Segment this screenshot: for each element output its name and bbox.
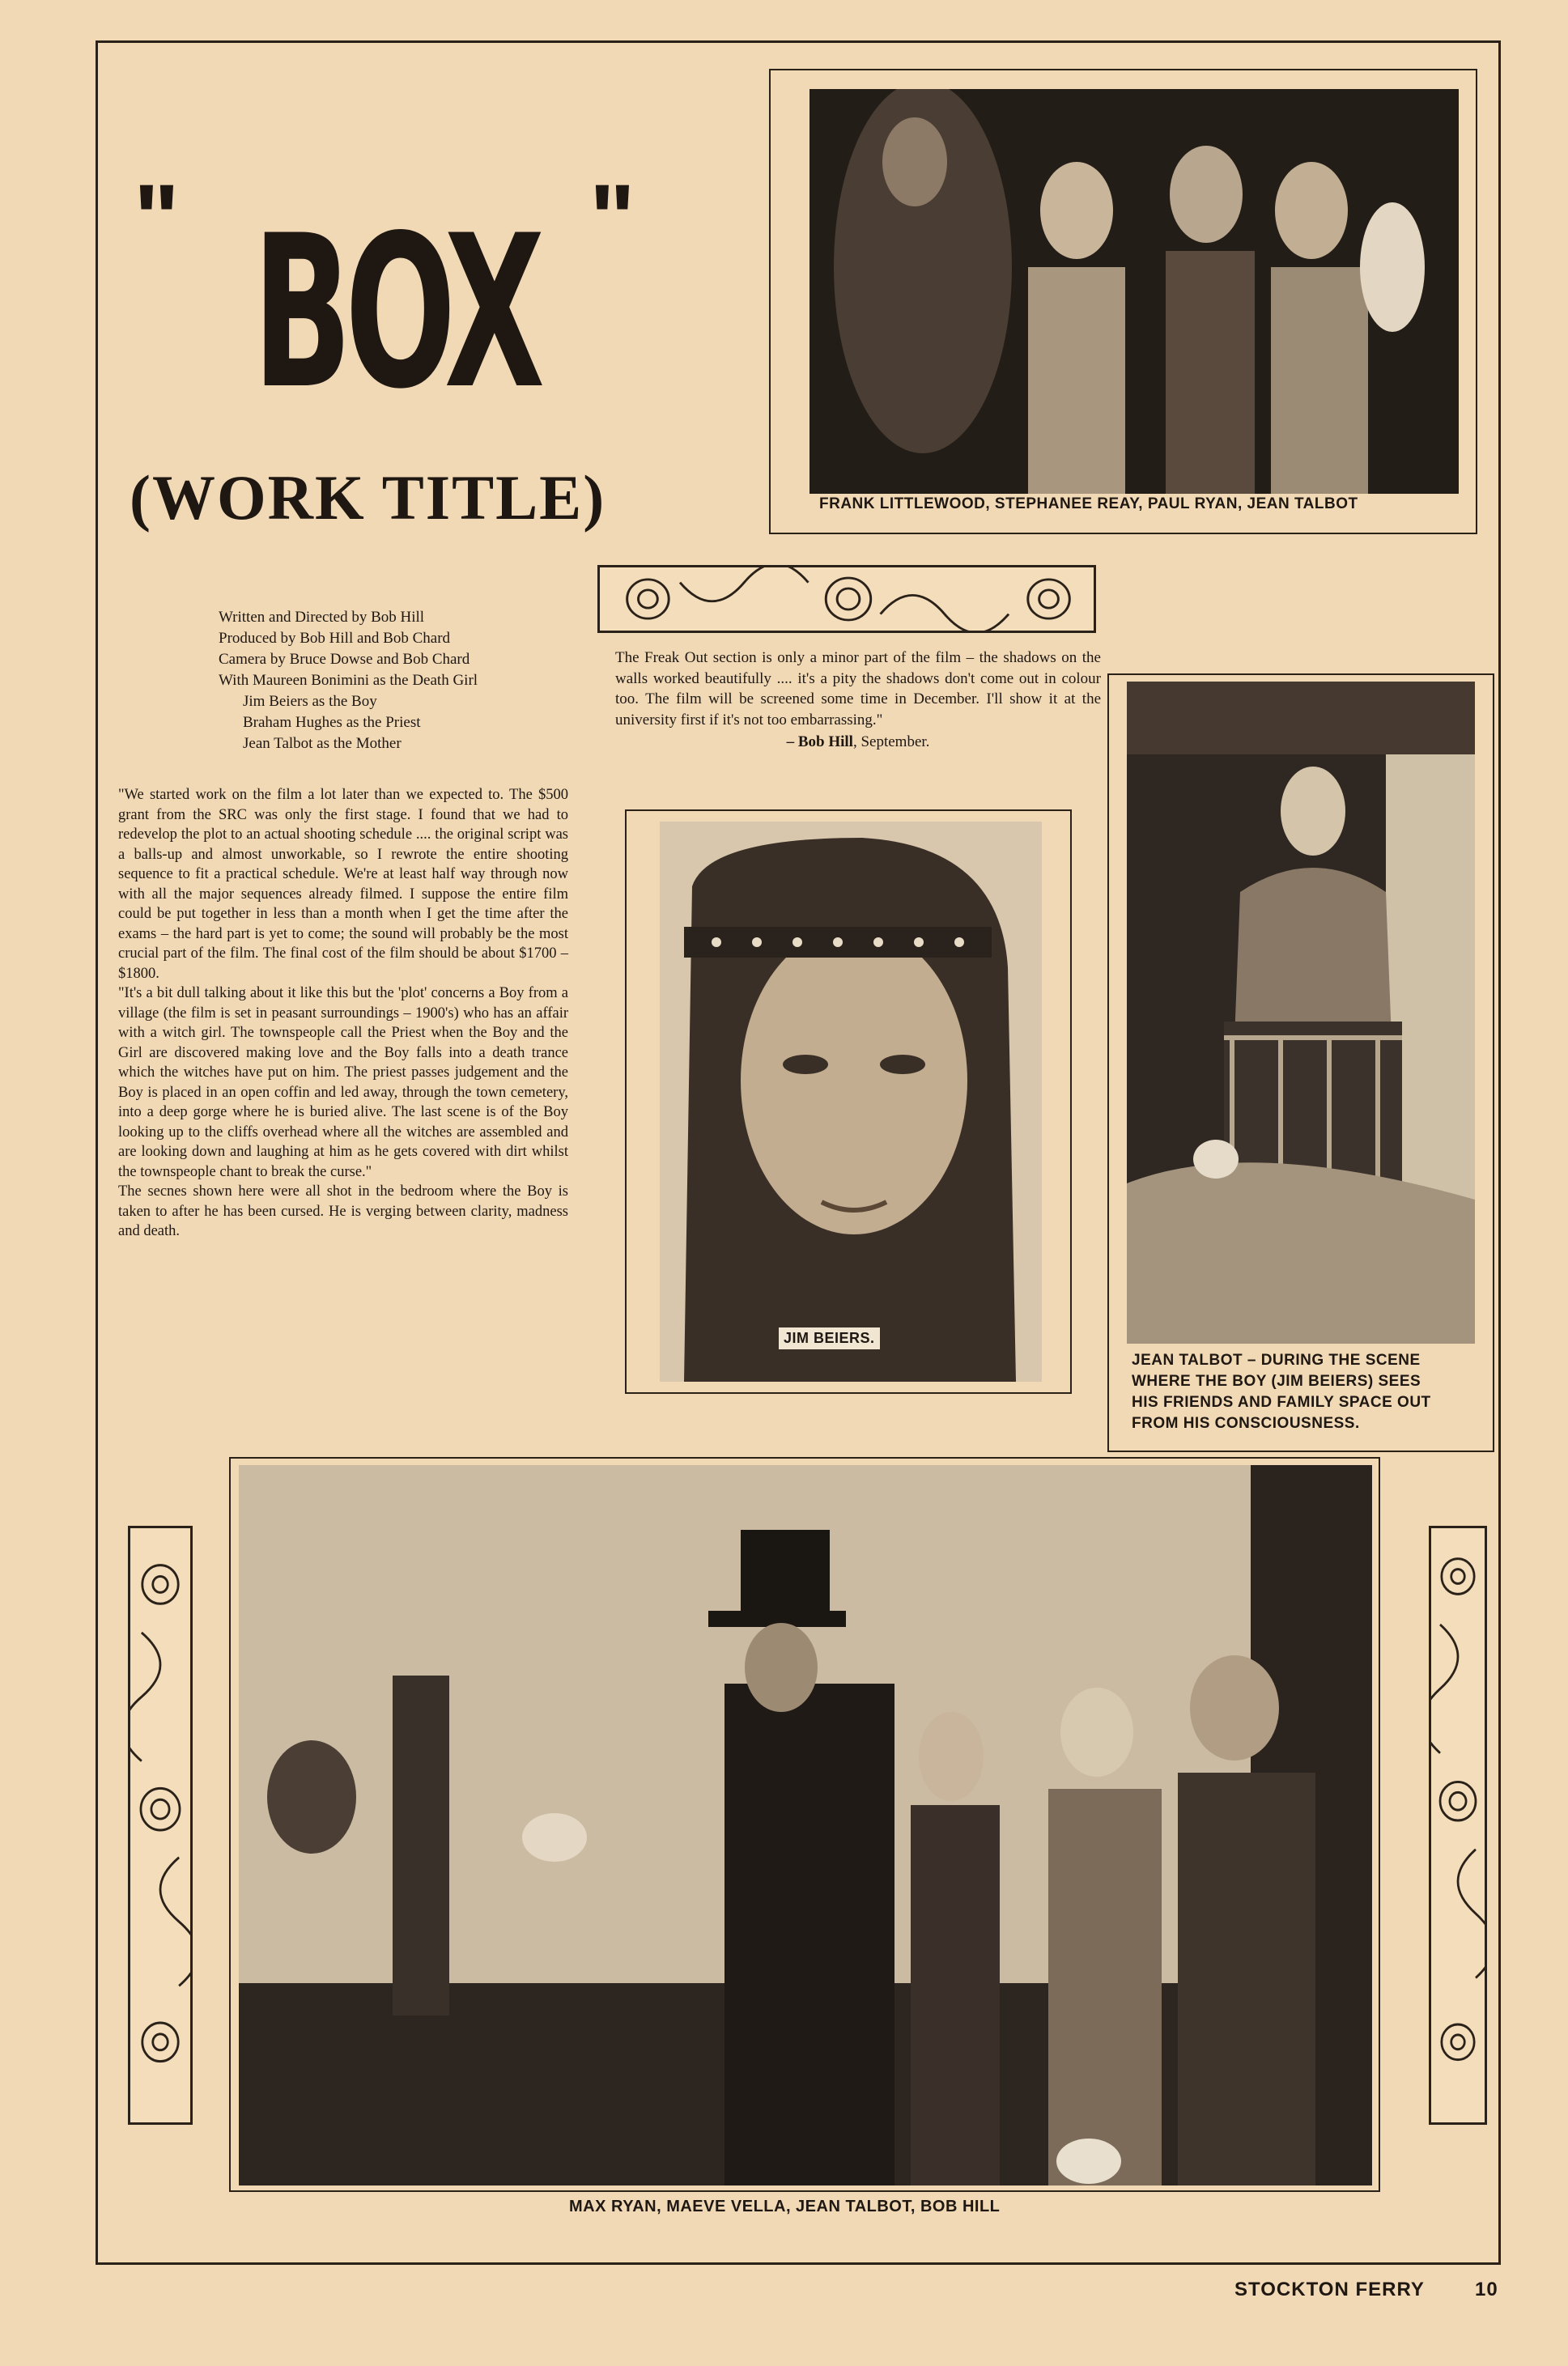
freak-out-text: The Freak Out section is only a minor part of the film – the shadows on the walls worked beautifully .... it's a pity the shadows don't come out in colour too. The film will be screened some time in December. I'll show it at the university first if it's not too embarrassing." [615, 649, 1101, 728]
credit-line: Produced by Bob Hill and Bob Chard [219, 630, 451, 647]
bedroom-photo-image [1127, 682, 1475, 1344]
title-close-quote: " [589, 164, 635, 273]
article-subtitle: (WORK TITLE) [130, 462, 606, 533]
article-body [118, 785, 568, 1242]
bedroom-caption-line: FROM HIS CONSCIOUSNESS. [1132, 1415, 1360, 1432]
article-paragraph: The secnes shown here were all shot in the bedroom where the Boy is taken to after he has been cursed. He is verging between clarity, madness and death. [118, 1183, 568, 1239]
top-photo-image [809, 89, 1459, 494]
signature [615, 732, 1101, 753]
bedroom-caption-line: JEAN TALBOT – DURING THE SCENE [1132, 1352, 1421, 1369]
ornament-right-vertical [1429, 1526, 1487, 2125]
top-photo-caption: FRANK LITTLEWOOD, STEPHANEE REAY, PAUL RYAN, JEAN TALBOT [819, 495, 1358, 512]
freak-out-paragraph [615, 648, 1101, 753]
credit-line: With Maureen Bonimini as the Death Girl [219, 672, 478, 689]
page-number: 10 [1475, 2279, 1498, 2300]
bedroom-caption [1132, 1350, 1431, 1434]
publication-name: STOCKTON FERRY [1234, 2279, 1425, 2300]
portrait-image [660, 822, 1042, 1382]
article-paragraph: "We started work on the film a lot later than we expected to. The $500 grant from the SRC was only the first stage. I found that we had to redevelop the plot to an actual shooting schedule .... the original script was a balls-up and almost unworkable, so I rewrote the entire shooting sequence to fit a practical schedule. We're at least half way through now with all the major sequences already filmed. I suppose the entire film could be put together in less than a month when I get the time after the exams – the hard part is yet to come; the sound will probably be the most crucial part of the film. The final cost of the film should be about $1700 – $1800. [118, 787, 568, 982]
bottom-photo-image [239, 1465, 1372, 2185]
film-credits [219, 607, 478, 754]
ornament-divider-top [597, 565, 1096, 633]
bedroom-caption-line: WHERE THE BOY (JIM BEIERS) SEES [1132, 1373, 1421, 1390]
credit-line: Jean Talbot as the Mother [243, 735, 402, 752]
credit-line: Camera by Bruce Dowse and Bob Chard [219, 651, 470, 668]
credit-line: Braham Hughes as the Priest [243, 714, 421, 731]
bedroom-caption-line: HIS FRIENDS AND FAMILY SPACE OUT [1132, 1394, 1431, 1411]
portrait-caption: JIM BEIERS. [779, 1327, 880, 1349]
bottom-photo-caption: MAX RYAN, MAEVE VELLA, JEAN TALBOT, BOB HILL [569, 2198, 1001, 2215]
ornament-left-vertical [128, 1526, 193, 2125]
title-open-quote: " [134, 164, 180, 273]
article-paragraph: "It's a bit dull talking about it like this but the 'plot' concerns a Boy from a village (the film is set in peasant surroundings – 1900's) who has an affair with a witch girl. The townspeople call the Priest when the Boy and the Girl are discovered making love and the Boy falls into a death trance which the witches have put on him. The priest passes judgement and the Boy is placed in an open coffin and led away, through the town cemetery, into a deep gorge where he is buried alive. The last scene is of the Boy looking up to the cliffs overhead where all the witches are assembled and are looking down and laughing at him as he gets covered with dirt whilst the townspeople chant to break the curse." [118, 985, 568, 1180]
signature-date: , September. [852, 733, 930, 750]
credit-line: Written and Directed by Bob Hill [219, 609, 425, 626]
signature-name: – Bob Hill [786, 733, 853, 750]
credit-line: Jim Beiers as the Boy [243, 693, 377, 710]
article-title: BOX [253, 191, 538, 435]
